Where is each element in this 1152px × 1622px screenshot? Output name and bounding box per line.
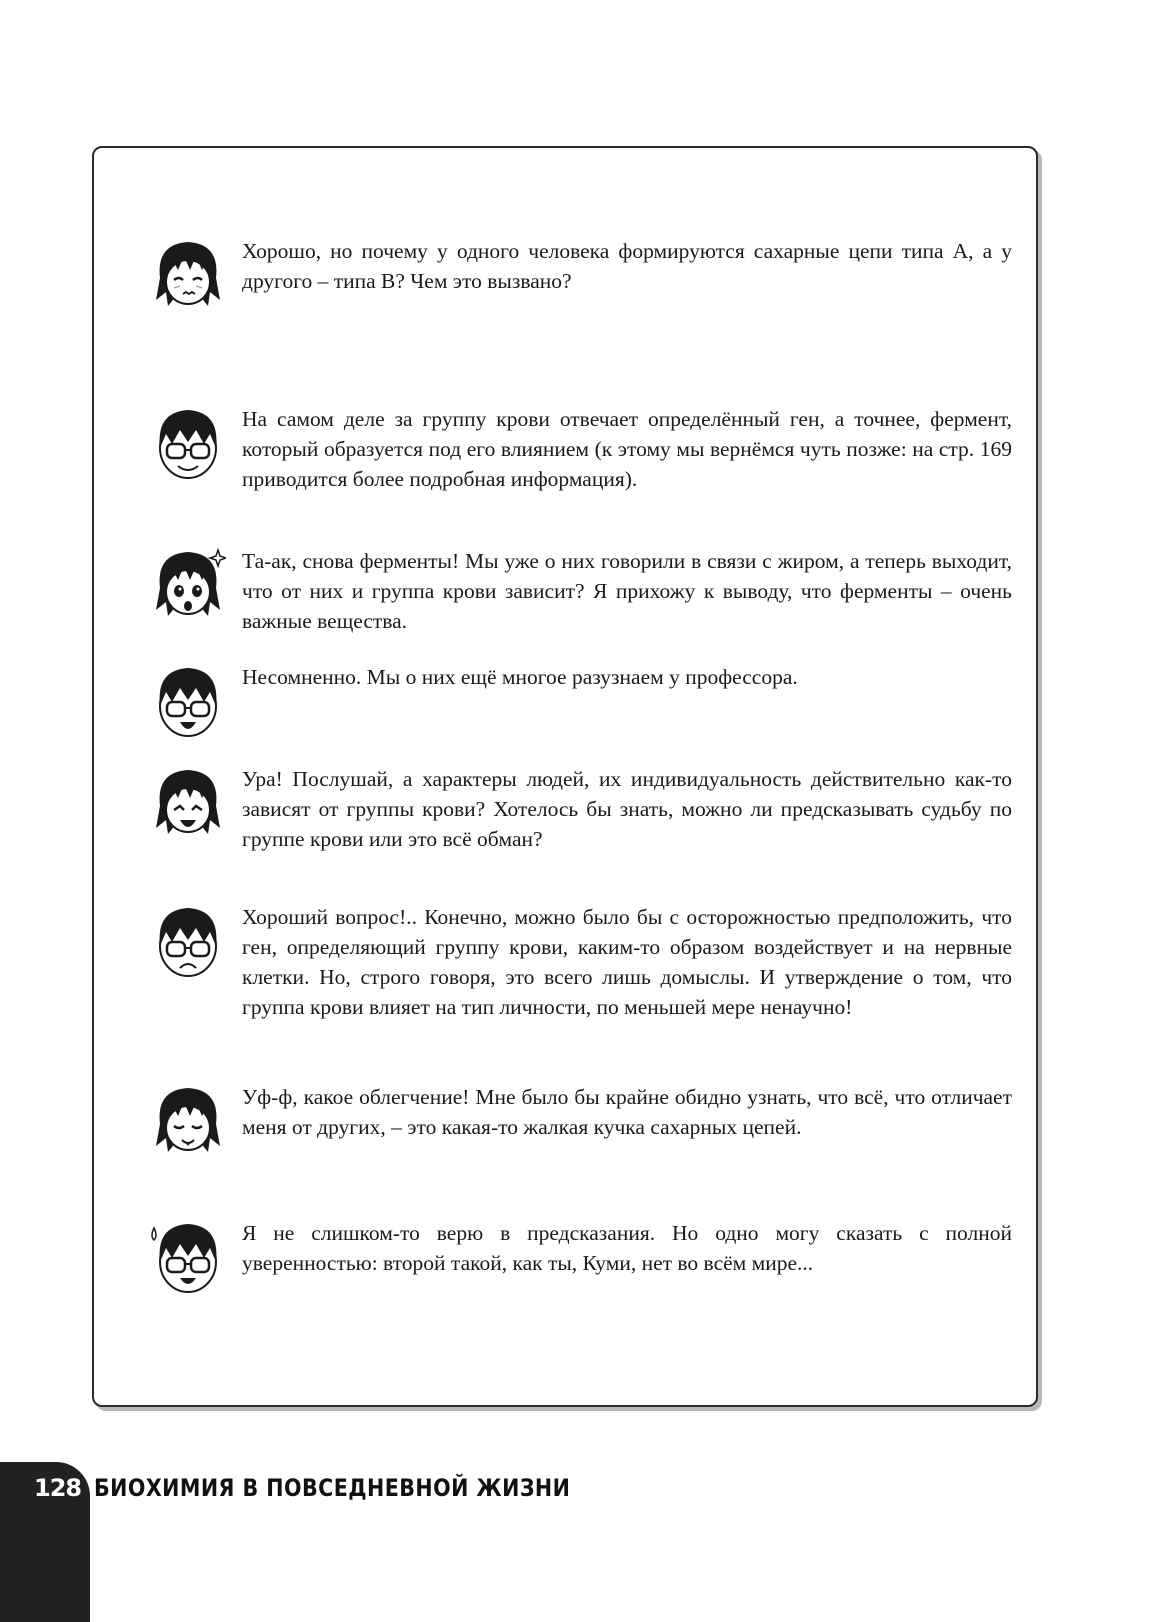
boy-glasses-frown-avatar-icon bbox=[150, 902, 226, 982]
dialogue-text: Уф-ф, какое облегчение! Мне было бы крайне обидно узнать, что всё, что отличает меня от других, – это какая-то жалкая кучка сахарных цепей. bbox=[242, 1085, 1012, 1139]
boy-glasses-sweat-avatar-icon bbox=[150, 1218, 226, 1298]
girl-relieved-avatar-icon bbox=[150, 1082, 226, 1162]
girl-surprised-avatar-icon bbox=[150, 546, 226, 626]
dialogue-text: Хороший вопрос!.. Конечно, можно было бы с осторожностью предположить, что ген, определяющий группу крови, каким-то образом воздействует и на нервные клетки. Но, строго говоря, это всего лишь домыслы. И утверждение о том, что группа крови влияет на тип личности, по меньшей мере ненаучно! bbox=[242, 905, 1012, 1019]
dialogue-text: Ура! Послушай, а характеры людей, их индивидуальность действительно как-то зависят от группы крови? Хотелось бы знать, можно ли предсказывать судьбу по группе крови или это всё обман? bbox=[242, 767, 1012, 851]
boy-glasses-smile-avatar-icon bbox=[150, 404, 226, 484]
dialogue-text: Я не слишком-то верю в предсказания. Но одно могу сказать с полной уверенностью: второй такой, как ты, Куми, нет во всём мире... bbox=[242, 1221, 1012, 1275]
dialogue-text: Та-ак, снова ферменты! Мы уже о них говорили в связи с жиром, а теперь выходит, что от них и группа крови зависит? Я прихожу к выводу, что ферменты – очень важные вещества. bbox=[242, 549, 1012, 633]
running-title: БИОХИМИЯ В ПОВСЕДНЕВНОЙ ЖИЗНИ bbox=[94, 1474, 571, 1502]
dialogue-text: Хорошо, но почему у одного человека формируются сахарные цепи типа А, а у другого – типа В? Чем это вызвано? bbox=[242, 239, 1012, 293]
page-number: 128 bbox=[34, 1474, 82, 1502]
dialogue-text: На самом деле за группу крови отвечает определённый ген, а точнее, фермент, который образуется под его влиянием (к этому мы вернёмся чуть позже: на стр. 169 приводится более подробная информация). bbox=[242, 407, 1012, 491]
girl-worried-avatar-icon bbox=[150, 236, 226, 316]
girl-happy-avatar-icon bbox=[150, 764, 226, 844]
boy-glasses-talking-avatar-icon bbox=[150, 662, 226, 742]
dialogue-text: Несомненно. Мы о них ещё многое разузнаем у профессора. bbox=[242, 665, 798, 689]
